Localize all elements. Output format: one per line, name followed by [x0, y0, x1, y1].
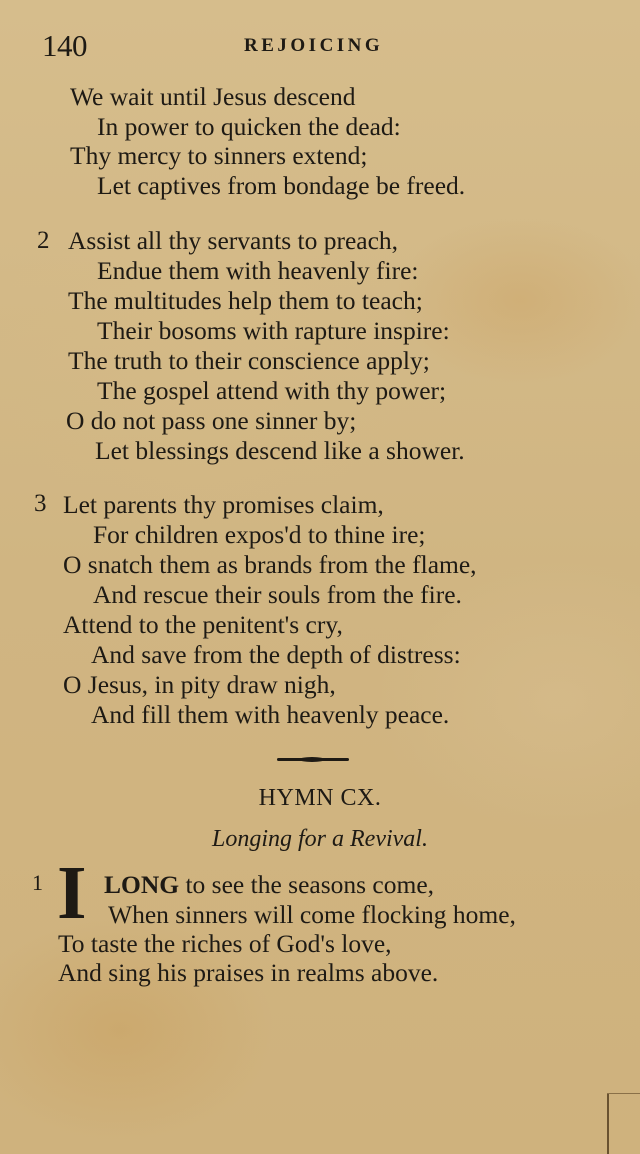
verse-line: And rescue their souls from the fire. [93, 580, 462, 609]
verse-line: Attend to the penitent's cry, [63, 610, 343, 639]
verse-line: Let captives from bondage be freed. [97, 171, 466, 200]
verse-line-rest: to see the seasons come, [179, 870, 435, 899]
stanza-number: 2 [37, 227, 50, 254]
verse-line: O Jesus, in pity draw nigh, [63, 670, 336, 699]
verse-line: To taste the riches of God's love, [58, 929, 392, 958]
verse-line [104, 870, 434, 900]
drop-cap: I [57, 851, 87, 935]
verse-line: The multitudes help them to teach; [68, 286, 423, 315]
verse-line: In power to quicken the dead: [97, 112, 401, 141]
running-head: REJOICING [244, 35, 384, 56]
stanza-number: 1 [32, 870, 43, 895]
hymn-title: HYMN CX. [258, 785, 382, 811]
verse-line: When sinners will come flocking home, [108, 900, 516, 929]
verse-line: And sing his praises in realms above. [58, 958, 439, 987]
verse-line: We wait until Jesus descend [70, 82, 356, 111]
page-number: 140 [42, 28, 87, 63]
stanza-number: 3 [34, 490, 47, 517]
verse-line: And save from the depth of distress: [91, 640, 461, 669]
verse-line: Assist all thy servants to preach, [68, 226, 399, 255]
verse-line: And fill them with heavenly peace. [91, 700, 450, 729]
verse-line: The gospel attend with thy power; [97, 376, 447, 405]
verse-line: O do not pass one sinner by; [66, 406, 357, 435]
verse-line: Endue them with heavenly fire: [97, 256, 419, 285]
verse-line: The truth to their conscience apply; [68, 346, 430, 375]
verse-line: Their bosoms with rapture inspire: [97, 316, 450, 345]
verse-line: Thy mercy to sinners extend; [70, 141, 368, 170]
verse-line: For children expos'd to thine ire; [93, 520, 426, 549]
hymn-subtitle: Longing for a Revival. [212, 826, 428, 852]
verse-line: O snatch them as brands from the flame, [63, 550, 477, 579]
page-edge [607, 1093, 640, 1094]
verse-line: Let blessings descend like a shower. [95, 436, 465, 465]
first-word: LONG [104, 870, 180, 899]
section-divider-rule [277, 758, 349, 761]
page-edge [607, 1094, 609, 1154]
verse-line: Let parents thy promises claim, [63, 490, 384, 519]
